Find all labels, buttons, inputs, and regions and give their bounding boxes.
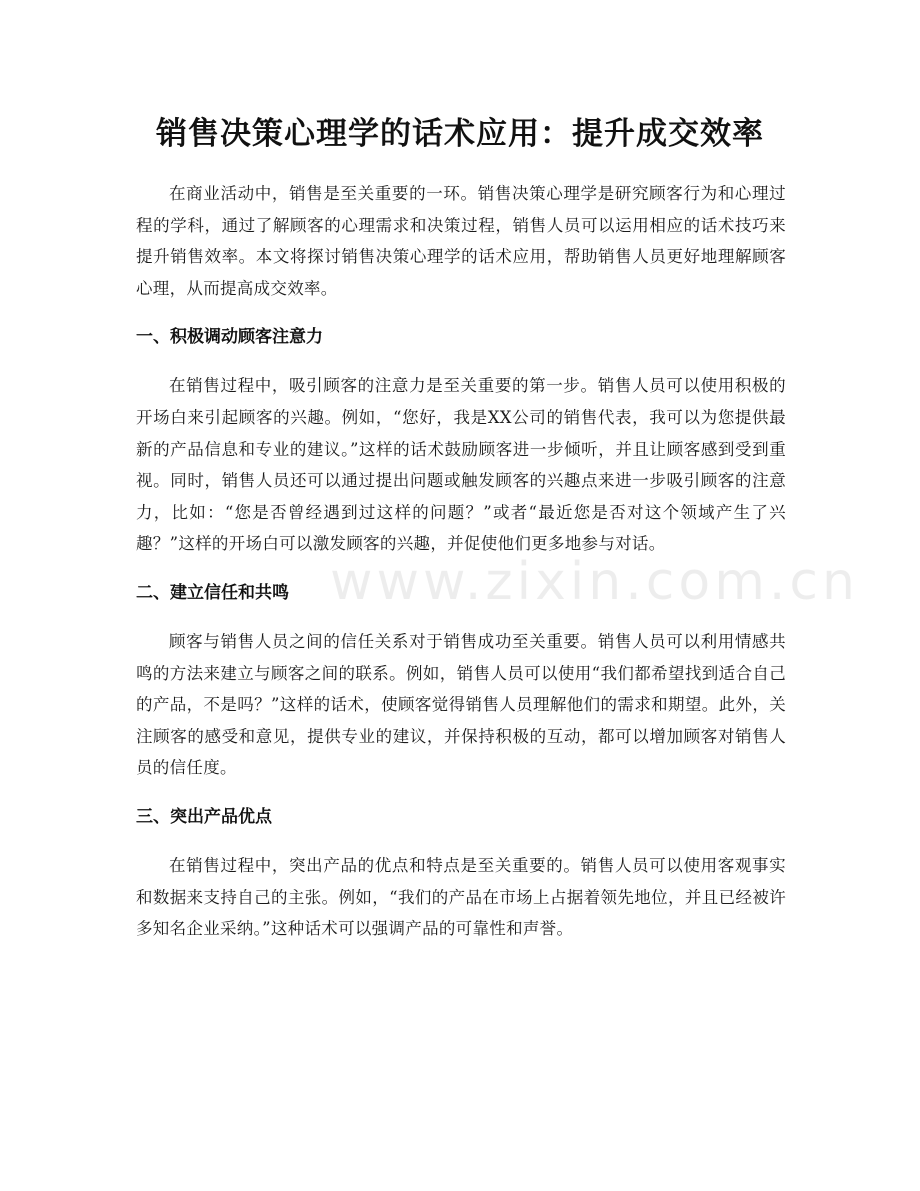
watermark: www.zixin.com.cn [330, 552, 859, 612]
document-title: 销售决策心理学的话术应用：提升成交效率 [156, 116, 764, 152]
section-heading: 二、建立信任和共鸣 [136, 582, 289, 603]
section-1 [136, 322, 786, 560]
section-3 [136, 802, 786, 945]
intro-paragraph: 在商业活动中，销售是至关重要的一环。销售决策心理学是研究顾客行为和心理过程的学科，通过了解顾客的心理需求和决策过程，销售人员可以运用相应的话术技巧来提升销售效率。本文将探讨销售决策心理学的话术应用，帮助销售人员更好地理解顾客心理，从而提高成交效率。 [136, 184, 786, 298]
section-2 [136, 578, 786, 784]
section-paragraph: 在销售过程中，吸引顾客的注意力是至关重要的第一步。销售人员可以使用积极的开场白来引起顾客的兴趣。例如，“您好，我是XX公司的销售代表，我可以为您提供最新的产品信息和专业的建议。”这样的话术鼓励顾客进一步倾听，并且让顾客感到受到重视。同时，销售人员还可以通过提出问题或触发顾客的兴趣点来进一步吸引顾客的注意力，比如：“您是否曾经遇到过这样的问题？”或者“最近您是否对这个领域产生了兴趣？”这样的开场白可以激发顾客的兴趣，并促使他们更多地参与对话。 [136, 376, 786, 554]
document-body [136, 178, 786, 963]
section-heading: 一、积极调动顾客注意力 [136, 327, 323, 348]
section-paragraph: 顾客与销售人员之间的信任关系对于销售成功至关重要。销售人员可以利用情感共鸣的方法来建立与顾客之间的联系。例如，销售人员可以使用“我们都希望找到适合自己的产品，不是吗？”这样的话术，使顾客觉得销售人员理解他们的需求和期望。此外，关注顾客的感受和意见，提供专业的建议，并保持积极的互动，都可以增加顾客对销售人员的信任度。 [136, 631, 786, 778]
section-heading: 三、突出产品优点 [136, 806, 272, 827]
section-paragraph: 在销售过程中，突出产品的优点和特点是至关重要的。销售人员可以使用客观事实和数据来支持自己的主张。例如，“我们的产品在市场上占据着领先地位，并且已经被许多知名企业采纳。”这种话术可以强调产品的可靠性和声誉。 [136, 855, 786, 939]
